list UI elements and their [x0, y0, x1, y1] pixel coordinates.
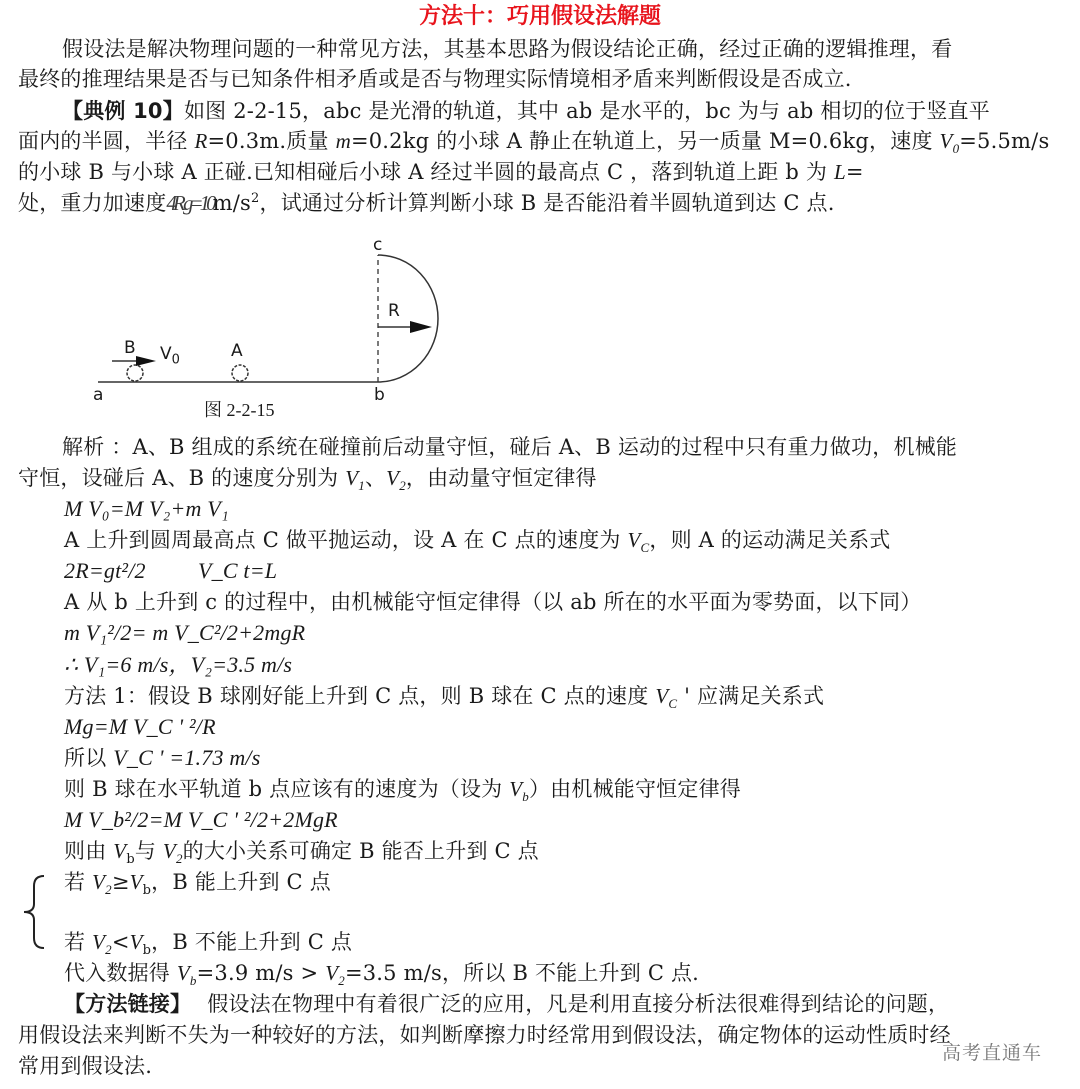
method-link-line-1: [64, 989, 949, 1019]
text: 的大小关系可确定 B 能否上升到 C 点: [182, 839, 539, 863]
overlapped-formula: 4R g=10: [166, 191, 213, 215]
method-link-line-3: 常用到假设法.: [18, 1054, 153, 1078]
solution-line-9: [64, 958, 699, 988]
text: =3.9 m/s >: [196, 961, 326, 985]
solution-line-1: 解析 ：A、B 组成的系统在碰撞前后动量守恒，碰后 A、B 运动的过程中只有重力做功，机械能: [62, 435, 958, 459]
figure-caption: 图 2-2-15: [204, 400, 275, 420]
sub: 2: [175, 851, 183, 867]
sub: b: [522, 789, 529, 805]
solution-line-3: [64, 525, 891, 555]
text: A 上升到圆周最高点 C 做平抛运动，设 A 在 C 点的速度为: [64, 528, 628, 552]
var-L: L: [833, 160, 846, 184]
case-2: [64, 927, 352, 957]
text: ，由动量守恒定律得: [405, 466, 597, 490]
solution-line-7: [64, 774, 741, 804]
equation-result: ∴ V₁=6 m/s，V₂=3.5 m/s: [64, 652, 293, 677]
v: V: [160, 344, 172, 364]
text: ，B 不能上升到 C 点: [151, 930, 353, 954]
var: V: [176, 961, 190, 985]
method-link-tag: 【方法链接】: [64, 992, 192, 1016]
subscript: 0: [952, 141, 960, 157]
sub: 2: [338, 973, 345, 989]
var: V: [92, 930, 106, 954]
equation-energy-b: M V_b²/2=M V_C ' ²/2+2MgR: [64, 807, 338, 832]
equation-vc: V_C ' =1.73 m/s: [113, 745, 261, 770]
sub: b: [142, 883, 152, 899]
equation-momentum: M V₀=M V₂+m V₁: [64, 496, 229, 521]
superscript: 2: [251, 191, 260, 206]
label-R: R: [388, 301, 400, 321]
var-R: R: [194, 129, 208, 153]
solution-line-4: A 从 b 上升到 c 的过程中，由机械能守恒定律得（以 ab 所在的水平面为零势面，以下同）: [64, 590, 922, 614]
sub: 2: [105, 942, 112, 958]
text: 面内的半圆，半径: [18, 129, 195, 153]
sub: b: [126, 852, 135, 868]
text: 的小球 B 与小球 A 正碰.已知相碰后小球 A 经过半圆的最高点 C ，落到轨道上距 b 为: [18, 160, 834, 184]
text: 守恒，设碰后 A、B 的速度分别为: [18, 466, 346, 490]
sub: 0: [171, 352, 180, 368]
var-m: m: [335, 129, 351, 153]
var: V: [129, 930, 143, 954]
example-line-4: [18, 188, 835, 218]
case-1: [64, 867, 331, 897]
var: V: [92, 870, 106, 894]
label-b: b: [374, 385, 385, 405]
relation: ≥: [111, 870, 130, 894]
solution-line-2: [18, 463, 597, 493]
var: V: [129, 870, 143, 894]
label-c: c: [373, 235, 383, 255]
var: V: [509, 777, 523, 801]
label-a: a: [93, 385, 104, 405]
label-ball-A: A: [231, 341, 243, 361]
text: 处，重力加速度: [18, 191, 167, 215]
text: 假设法在物理中有着很广泛的应用，凡是利用直接分析法很难得到结论的问题，: [207, 992, 950, 1016]
equation-centripetal: Mg=M V_C ' ²/R: [64, 714, 216, 739]
text: =0.2kg 的小球 A 静止在轨道上，另一质量 M=0.6kg，速度: [350, 129, 940, 153]
text: 若: [64, 870, 93, 894]
label-ball-B: B: [124, 338, 136, 358]
watermark: 高考直通车: [942, 1042, 1043, 1064]
text: 、: [364, 466, 387, 490]
text: ，试通过分析计算判断小球 B 是否能沿着半圆轨道到达 C 点.: [259, 191, 835, 215]
text: m/s: [212, 191, 252, 215]
text: =0.3m.质量: [207, 129, 336, 153]
label-V0: [160, 344, 180, 368]
text: 则由: [64, 839, 114, 863]
sub: 1: [358, 478, 365, 494]
var: V: [627, 528, 641, 552]
sub: b: [189, 973, 197, 989]
sub: 2: [399, 478, 406, 494]
solution-line-8: [64, 836, 539, 866]
equation-energy: m V₁²/2= m V_C²/2+2mgR: [64, 620, 306, 645]
method-link-line-2: 用假设法来判断不失为一种较好的方法，如判断摩擦力时经常用到假设法，确定物体的运动性质时经: [18, 1023, 951, 1047]
text: =: [845, 160, 864, 184]
text: 方法 1：假设 B 球刚好能上升到 C 点，则 B 球在 C 点的速度: [64, 684, 656, 708]
sub: C: [640, 540, 650, 556]
var: V: [345, 466, 359, 490]
text: 所以: [64, 746, 114, 770]
equation-projectile-2: V_C t=L: [198, 558, 278, 583]
example-text: 如图 2-2-15，abc 是光滑的轨道，其中 ab 是水平的，bc 为与 ab 相切的位于竖直平: [183, 99, 990, 123]
sub: 2: [105, 882, 112, 898]
relation: <: [111, 930, 130, 954]
text: =5.5m/s: [959, 129, 1050, 153]
example-line-2: [18, 126, 1049, 156]
var: V: [386, 466, 400, 490]
page-title: 方法十：巧用假设法解题: [418, 4, 661, 29]
text: 与: [134, 839, 163, 863]
text: ，B 能上升到 C 点: [151, 870, 331, 894]
sub: C: [668, 696, 678, 712]
intro-line-1: 假设法是解决物理问题的一种常见方法，其基本思路为假设结论正确，经过正确的逻辑推理，看: [62, 37, 953, 61]
sub: b: [142, 943, 152, 959]
example-line-3: [18, 157, 864, 187]
intro-line-2: 最终的推理结果是否与已知条件相矛盾或是否与物理实际情境相矛盾来判断假设是否成立.: [18, 67, 852, 91]
var: V: [113, 839, 127, 863]
text: 代入数据得: [64, 961, 177, 985]
equation-projectile-1: 2R=gt²/2: [64, 558, 146, 583]
text: ，则 A 的运动满足关系式: [649, 528, 891, 552]
var: V: [325, 961, 339, 985]
curly-brace-icon: [18, 872, 48, 952]
solution-line-6: [64, 743, 261, 773]
text: 则 B 球在水平轨道 b 点应该有的速度为（设为: [64, 777, 510, 801]
solution-line-5: [64, 681, 824, 711]
text: ）由机械能守恒定律得: [528, 777, 741, 801]
var: V: [162, 839, 176, 863]
text: =3.5 m/s，所以 B 不能上升到 C 点.: [344, 961, 700, 985]
var: V: [655, 684, 669, 708]
var-V0: V: [939, 129, 953, 153]
example-line-1: [62, 96, 990, 126]
example-tag: 【典例 10】: [62, 99, 184, 123]
text: ' 应满足关系式: [677, 684, 825, 708]
text: 若: [64, 930, 93, 954]
